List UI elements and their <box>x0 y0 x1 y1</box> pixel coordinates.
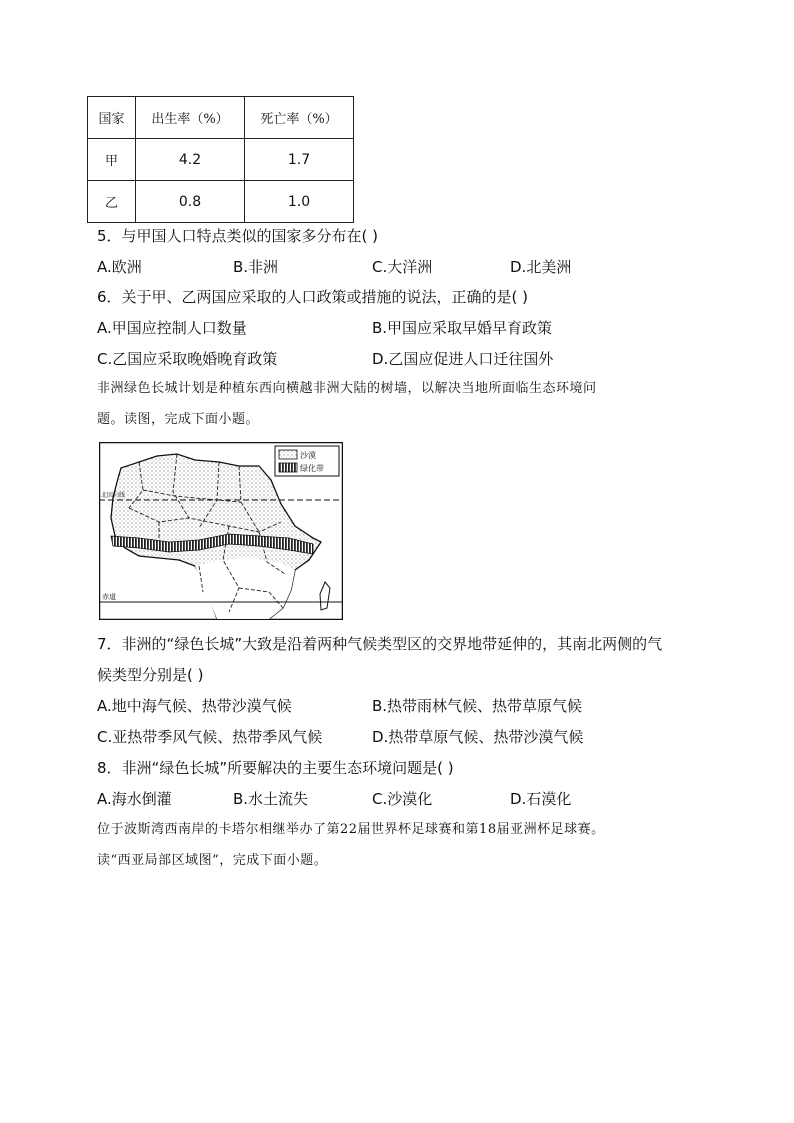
population-table <box>87 96 354 223</box>
q7-option-a[interactable]: A.地中海气候、热带沙漠气候 <box>97 697 292 715</box>
q5-option-a[interactable]: A.欧洲 <box>97 258 142 276</box>
question-8-stem: 8．非洲“绿色长城”所要解决的主要生态环境问题是( ) <box>97 759 454 777</box>
q6-option-c[interactable]: C.乙国应采取晚婚晚育政策 <box>97 350 278 368</box>
q6-option-a[interactable]: A.甲国应控制人口数量 <box>97 319 247 337</box>
table-row <box>88 139 354 181</box>
legend-desert-swatch <box>279 450 297 459</box>
legend-greenbelt-swatch <box>279 463 297 472</box>
africa-green-wall-map <box>99 442 343 620</box>
table-header-cell: 出生率（%） <box>136 97 245 139</box>
table-cell-country: 甲 <box>88 139 136 181</box>
question-6-stem: 6．关于甲、乙两国应采取的人口政策或措施的说法，正确的是( ) <box>97 288 529 306</box>
equator-label: 赤道 <box>102 593 116 601</box>
table-cell-death: 1.7 <box>245 139 354 181</box>
q5-option-b[interactable]: B.非洲 <box>233 258 279 276</box>
table-row <box>88 181 354 223</box>
map-legend <box>275 446 339 476</box>
legend-desert-label: 沙漠 <box>300 451 316 460</box>
table-cell-country: 乙 <box>88 181 136 223</box>
passage-1-line-2: 题。读图，完成下面小题。 <box>97 412 260 427</box>
q6-option-b[interactable]: B.甲国应采取早婚早育政策 <box>372 319 553 337</box>
tropic-of-cancer-label: 北回归线 <box>101 492 126 499</box>
question-5-stem: 5．与甲国人口特点类似的国家多分布在( ) <box>97 227 379 245</box>
table-header-cell: 国家 <box>88 97 136 139</box>
q5-option-c[interactable]: C.大洋洲 <box>372 258 433 276</box>
table-cell-birth: 4.2 <box>136 139 245 181</box>
legend-greenbelt-label: 绿化带 <box>300 464 324 473</box>
passage-2-line-2: 读“西亚局部区域图”，完成下面小题。 <box>97 853 328 868</box>
question-7-stem-line-1: 7．非洲的“绿色长城”大致是沿着两种气候类型区的交界地带延伸的，其南北两侧的气 <box>97 635 663 653</box>
q8-option-c[interactable]: C.沙漠化 <box>372 790 433 808</box>
q7-option-c[interactable]: C.亚热带季风气候、热带季风气候 <box>97 728 323 746</box>
table-header-row <box>88 97 354 139</box>
q6-option-d[interactable]: D.乙国应促进人口迁往国外 <box>372 350 554 368</box>
q8-option-b[interactable]: B.水土流失 <box>233 790 309 808</box>
passage-2-line-1: 位于波斯湾西南岸的卡塔尔相继举办了第22届世界杯足球赛和第18届亚洲杯足球赛。 <box>97 822 605 837</box>
q8-option-d[interactable]: D.石漠化 <box>510 790 572 808</box>
passage-1-line-1: 非洲绿色长城计划是种植东西向横越非洲大陆的树墙，以解决当地所面临生态环境问 <box>97 381 597 396</box>
table-cell-birth: 0.8 <box>136 181 245 223</box>
table-header-cell: 死亡率（%） <box>245 97 354 139</box>
q5-option-d[interactable]: D.北美洲 <box>510 258 572 276</box>
q8-option-a[interactable]: A.海水倒灌 <box>97 790 172 808</box>
q7-option-d[interactable]: D.热带草原气候、热带沙漠气候 <box>372 728 584 746</box>
q7-option-b[interactable]: B.热带雨林气候、热带草原气候 <box>372 697 583 715</box>
table-cell-death: 1.0 <box>245 181 354 223</box>
question-7-stem-line-2: 候类型分别是( ) <box>97 666 204 684</box>
